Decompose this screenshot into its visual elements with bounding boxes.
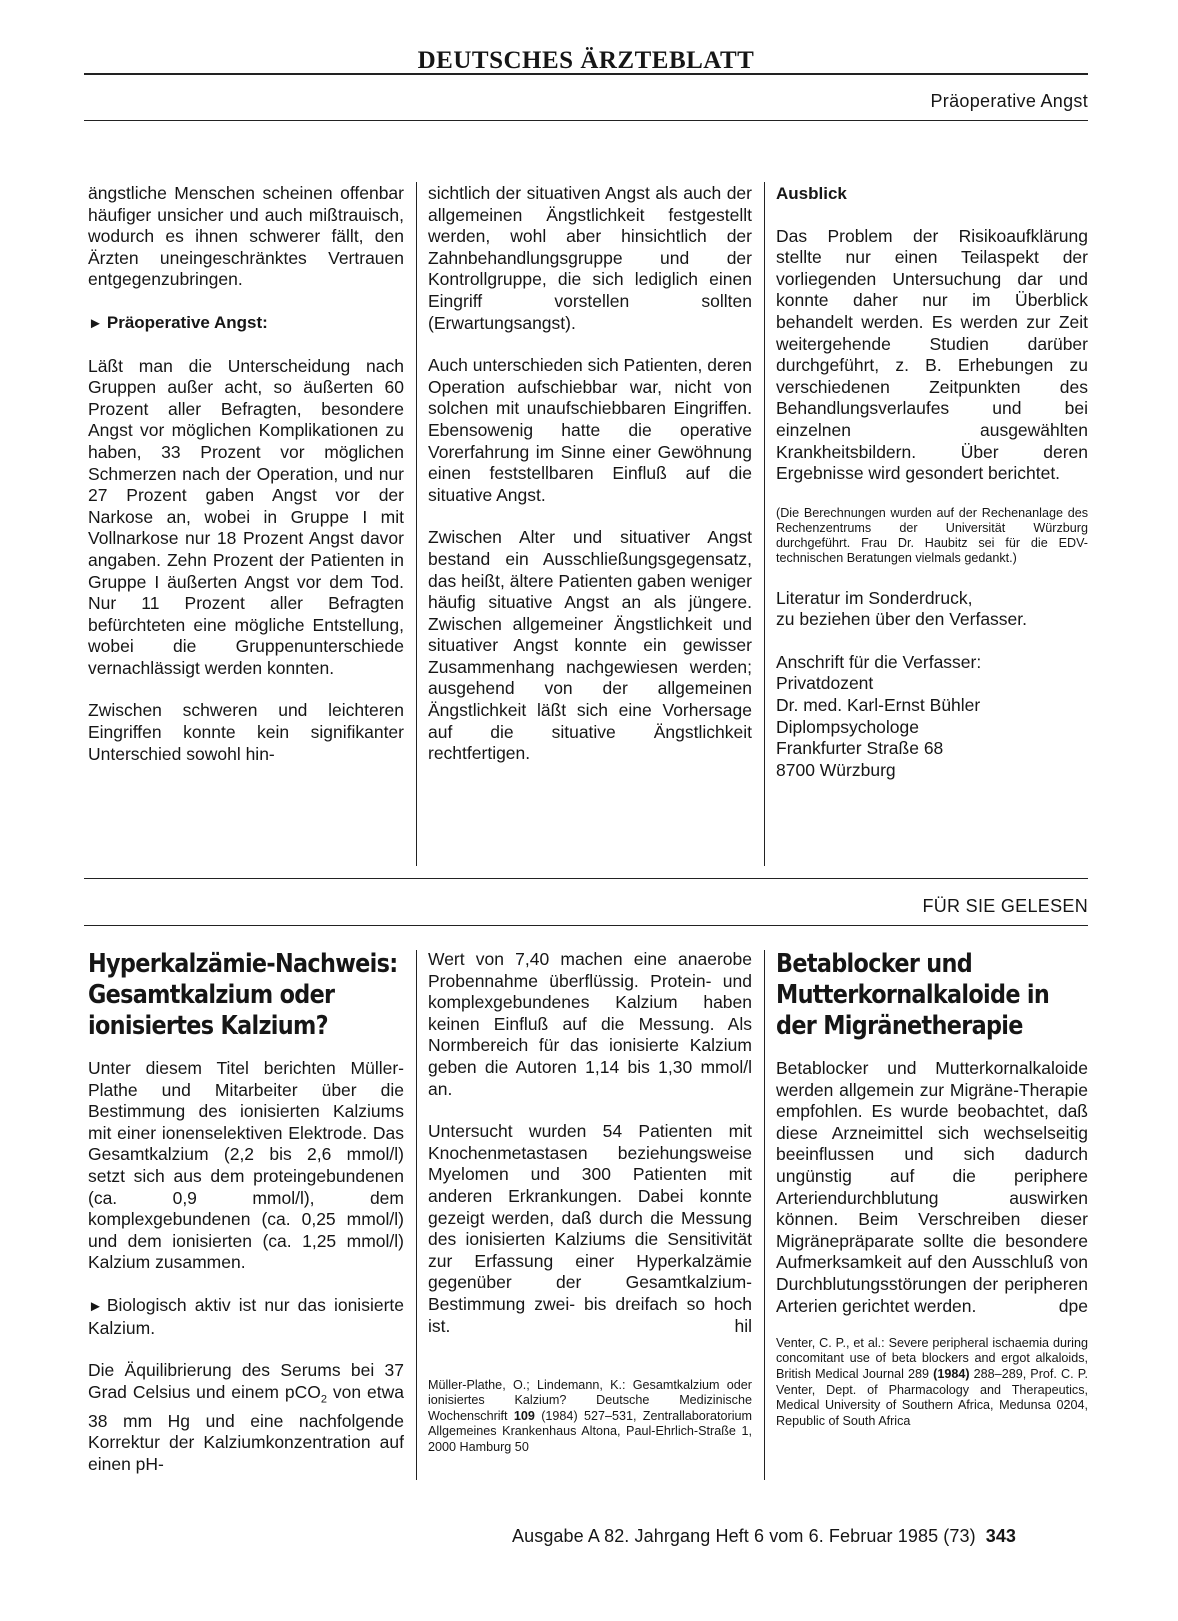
author-sign: hil (734, 1316, 752, 1337)
masthead: DEUTSCHES ÄRZTEBLATT (417, 47, 755, 74)
article-title: Betablocker und Mutterkornalkaloide in der Migränetherapie (776, 949, 1050, 1041)
page-footer: Ausgabe A 82. Jahrgang Heft 6 vom 6. Februar 1985 (73) 343 (512, 1526, 1017, 1546)
author-sign: dpe (1058, 1296, 1088, 1317)
column-divider (416, 182, 417, 866)
paragraph: ängstliche Menschen scheinen offenbar häufiger unsicher und auch mißtrauisch, wodurch es ihnen schwerer fällt, den Ärzten uneingeschränktes Vertrauen entgegenzubringen. (88, 183, 404, 290)
paragraph: ► Biologisch aktiv ist nur das ionisierte Kalzium. (88, 1294, 404, 1338)
section-label: FÜR SIE GELESEN (922, 896, 1088, 916)
author-address: Anschrift für die Verfasser: Privatdozent Dr. med. Karl-Ernst Bühler Diplompsychologe Frankfurter Straße 68 8700 Würzburg (776, 651, 982, 780)
article1-column-1 (88, 949, 404, 1497)
page-number: 343 (985, 1526, 1017, 1546)
section-label: Präoperative Angst (930, 91, 1088, 111)
masthead-rule (84, 73, 1088, 75)
paragraph: Zwischen Alter und situativer Angst bestand ein Ausschließungsgegensatz, das heißt, ältere Patienten gaben weniger häufig situative Angst an als jüngere. Zwischen allgemeiner Ängstlichkeit und situativer Angst konnte ein gewisser Zusammenhang nachgewiesen werden; ausgehend von der allgemeinen Ängstlichkeit läßt sich eine Vorhersage auf die situative Ängstlichkeit rechtfertigen. (428, 527, 752, 764)
article-title: Hyperkalzämie-Nachweis: Gesamtkalzium oder ionisiertes Kalzium? (88, 949, 398, 1041)
paragraph: Die Äquilibrierung des Serums bei 37 Grad Celsius und einem pCO$_2$ von etwa 38 mm Hg und eine nachfolgende Korrektur der Kalziumkonzentration auf einen pH- (88, 1360, 405, 1474)
paragraph: Unter diesem Titel berichten Müller-Plathe und Mitarbeiter über die Bestimmung des ionisierten Kalziums mit einer ionenselektiven Elektrode. Das Gesamtkalzium (2,2 bis 2,6 mmol/l) setzt sich aus dem proteingebundenen (ca. 0,9 mmol/l), dem komplexgebundenen (ca. 0,25 mmol/l) und dem ionisierten (ca. 1,25 mmol/l) Kalzium zusammen. (88, 1058, 404, 1273)
paragraph: Wert von 7,40 machen eine anaerobe Probennahme überflüssig. Protein- und komplexgebundenes Kalzium haben keinen Einfluß auf die Messung. Als Normbereich für das ionisierte Kalzium geben die Autoren 1,14 bis 1,30 mmol/l an. (428, 949, 752, 1099)
literature-note: Literatur im Sonderdruck, zu beziehen über den Verfasser. (776, 587, 1028, 630)
column-divider (416, 950, 417, 1480)
paragraph: sichtlich der situativen Angst als auch der allgemeinen Ängstlichkeit festgestellt werden, wohl aber hinsichtlich der Zahnbehandlungsgruppe und der Kontrollgruppe, die sich lediglich einen Eingriff vorstellen sollten (Erwartungsangst). (428, 183, 752, 333)
subheading: Ausblick (776, 184, 847, 203)
paragraph: Das Problem der Risikoaufklärung stellte nur einen Teilaspekt der vorliegenden Untersuchung dar und konnte daher nur im Überblick behandelt werden. Es werden zur Zeit weitergehende Studien darüber durchgeführt, z. B. Erhebungen zu verschiedenen Zeitpunkten des Behandlungsverlaufes und bei einzelnen ausgewählten Krankheitsbildern. Über deren Ergebnisse wird gesondert berichtet. (776, 225, 1088, 484)
article1-column-2 (428, 949, 752, 1456)
subheading: ► Präoperative Angst: (88, 312, 268, 332)
paragraph: Zwischen schweren und leichteren Eingriffen konnte kein signifikanter Unterschied sowohl hin- (88, 700, 404, 764)
article2-column (776, 949, 1088, 1429)
section-rule (84, 925, 1088, 926)
paragraph: Auch unterschieden sich Patienten, deren Operation aufschiebbar war, nicht von solchen mit unaufschiebbaren Eingriffen. Ebensowenig hatte die operative Vorerfahrung im Sinne einer Gewöhnung einen feststellbaren Einfluß auf die situative Angst. (428, 355, 752, 505)
section-rule (84, 878, 1088, 879)
reference: Müller-Plathe, O.; Lindemann, K.: Gesamtkalzium oder ionisiertes Kalzium? Deutsche Medizinische Wochenschrift 109 (1984) 527–531, Zentrallaboratorium Allgemeines Krankenhaus Altona, Paul-Ehrlich-Straße 1, 2000 Hamburg 50 (428, 1377, 752, 1455)
arrow-icon: ► (88, 1297, 103, 1315)
footnote: (Die Berechnungen wurden auf der Rechenanlage des Rechenzentrums der Universität Würzburg durchgeführt. Frau Dr. Haubitz sei für die EDV-technischen Beratungen vielmals gedankt.) (776, 505, 1088, 566)
column-divider (764, 182, 765, 866)
top-column-1 (88, 183, 404, 786)
header-rule (84, 120, 1088, 121)
reference: Venter, C. P., et al.: Severe peripheral ischaemia during concomitant use of beta blockers and ergot alkaloids, British Medical Journal 289 (1984) 288–289, Prof. C. P. Venter, Dept. of Pharmacology and Therapeutics, Medical University of Southern Africa, Medunsa 0204, Republic of South Africa (776, 1335, 1088, 1428)
column-divider (764, 950, 765, 1480)
top-column-3 (776, 183, 1088, 781)
paragraph: Untersucht wurden 54 Patienten mit Knochenmetastasen beziehungsweise Myelomen und 300 Patienten mit anderen Erkrankungen. Dabei konnte gezeigt werden, daß durch die Messung des ionisierten Kalziums die Sensitivität zur Erfassung einer Hyperkalzämie gegenüber der Gesamtkalzium-Bestimmung zwei- bis dreifach so hoch ist. (428, 1121, 752, 1336)
top-column-2 (428, 183, 752, 786)
paragraph: Betablocker und Mutterkornalkaloide werden allgemein zur Migräne-Therapie empfohlen. Es wurde beobachtet, daß diese Arzneimittel sich wechselseitig beeinflussen und sich dadurch ungünstig auf die periphere Arteriendurchblutung auswirken können. Beim Verschreiben dieser Migränepräparate sollte die besondere Aufmerksamkeit auf den Ausschluß von Durchblutungsstörungen der peripheren Arterien gerichtet werden. (776, 1058, 1088, 1316)
paragraph: Läßt man die Unterscheidung nach Gruppen außer acht, so äußerten 60 Prozent aller Befragten, besondere Angst vor möglichen Komplikationen zu haben, 33 Prozent vor möglichen Schmerzen nach der Operation, und nur 27 Prozent gaben Angst vor der Narkose an, wobei in Gruppe I mit Vollnarkose nur 18 Prozent Angst davor angaben. Zehn Prozent der Patienten in Gruppe I äußerten Angst vor dem Tod. Nur 11 Prozent aller Befragten befürchteten eine mögliche Entstellung, wobei die Gruppenunterschiede vernachlässigt werden konnten. (88, 355, 404, 678)
arrow-icon: ► (88, 314, 103, 332)
